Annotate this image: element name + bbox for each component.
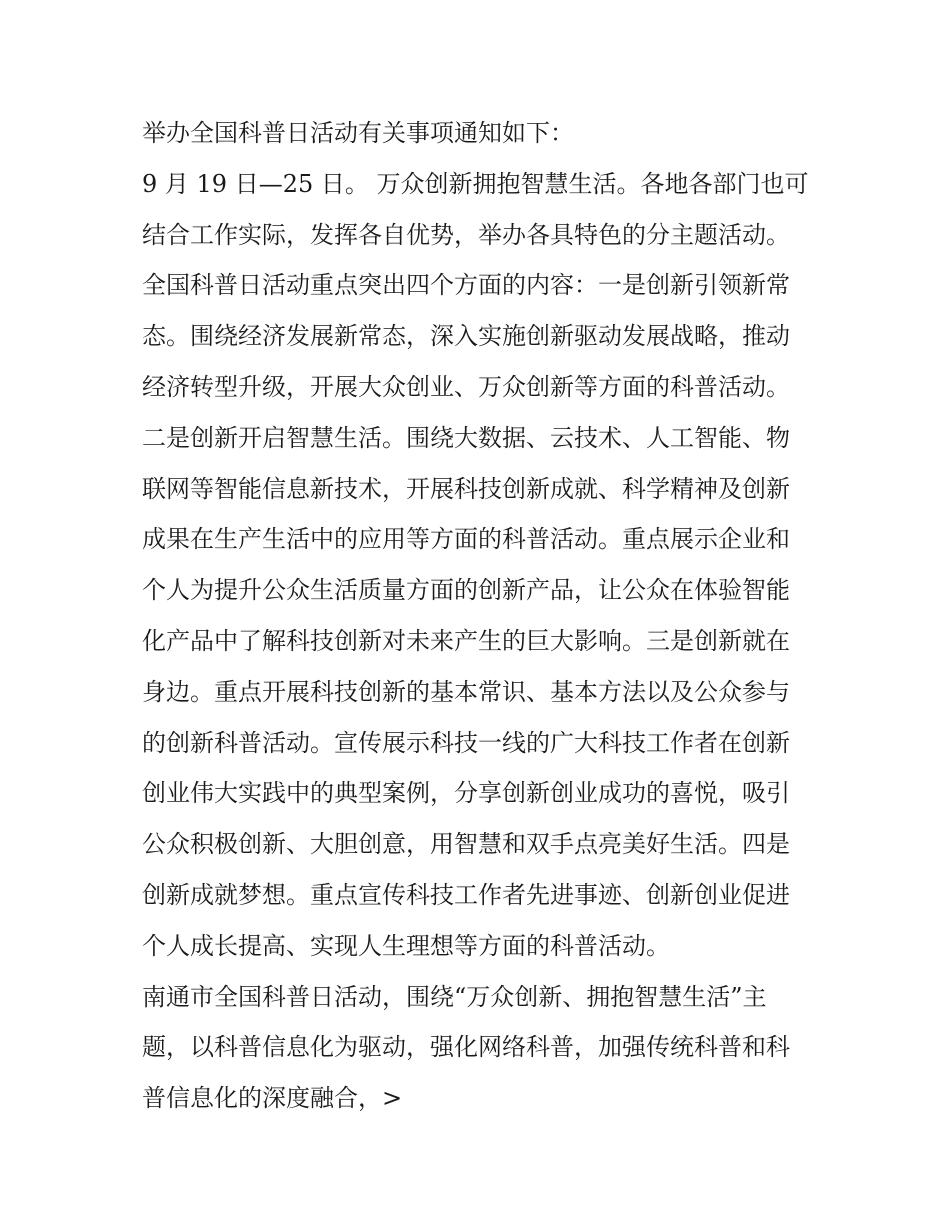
text-line: 题，以科普信息化为驱动，强化网络科普，加强传统科普和科 [142, 1033, 790, 1062]
text-line: 个人成长提高、实现人生理想等方面的科普活动。 [142, 931, 670, 960]
text-line: 态。围绕经济发展新常态，深入实施创新驱动发展战略，推动 [142, 322, 790, 351]
text-line: 9 月 19 日—25 日。 万众创新拥抱智慧生活。各地各部门也可 [142, 169, 809, 198]
paragraph-nantong [142, 972, 822, 1124]
text-line: 二是创新开启智慧生活。围绕大数据、云技术、人工智能、物 [142, 423, 790, 452]
text-line: 创业伟大实践中的典型案例，分享创新创业成功的喜悦，吸引 [142, 779, 790, 808]
text-line: 普信息化的深度融合，> [142, 1084, 403, 1113]
text-line: 身边。重点开展科技创新的基本常识、基本方法以及公众参与 [142, 677, 790, 706]
paragraph-intro [142, 108, 822, 159]
text-line: 的创新科普活动。宣传展示科技一线的广大科技工作者在创新 [142, 728, 790, 757]
text-line: 经济转型升级，开展大众创业、万众创新等方面的科普活动。 [142, 372, 790, 401]
text-line: 公众积极创新、大胆创意，用智慧和双手点亮美好生活。四是 [142, 830, 790, 859]
text-line: 联网等智能信息新技术，开展科技创新成就、科学精神及创新 [142, 474, 790, 503]
text-line: 结合工作实际，发挥各自优势，举办各具特色的分主题活动。 [142, 220, 790, 249]
text-line: 化产品中了解科技创新对未来产生的巨大影响。三是创新就在 [142, 626, 790, 655]
text-line: 举办全国科普日活动有关事项通知如下： [142, 119, 574, 147]
paragraph-key-content [142, 260, 822, 971]
text-line: 成果在生产生活中的应用等方面的科普活动。重点展示企业和 [142, 525, 790, 554]
paragraph-dates [142, 159, 822, 261]
text-line: 个人为提升公众生活质量方面的创新产品，让公众在体验智能 [142, 576, 790, 605]
document-body [142, 108, 822, 1124]
text-line: 南通市全国科普日活动，围绕“万众创新、拥抱智慧生活”主 [142, 982, 767, 1011]
text-line: 创新成就梦想。重点宣传科技工作者先进事迹、创新创业促进 [142, 880, 790, 909]
text-line: 全国科普日活动重点突出四个方面的内容：一是创新引领新常 [142, 271, 790, 300]
